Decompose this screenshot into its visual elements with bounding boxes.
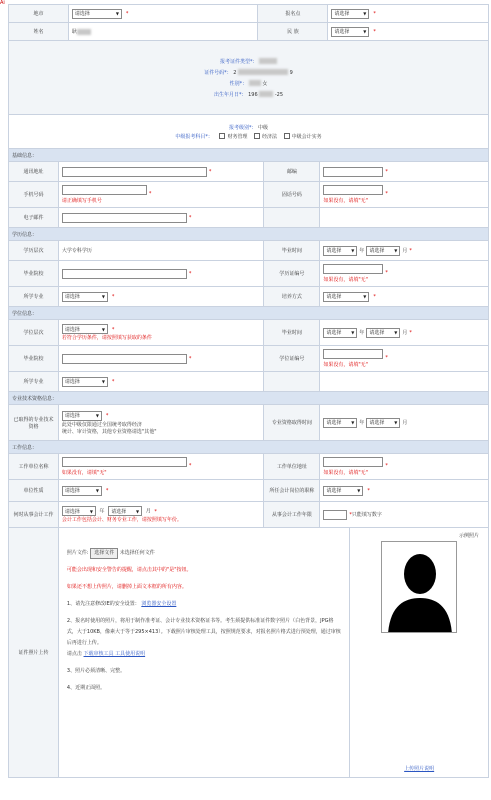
sample-photo-panel (350, 528, 489, 778)
address-label: 通讯地址 (9, 162, 59, 182)
clear-warning: 如果还不想上传照片，请删掉上面文本框的所有内容。 (66, 584, 187, 590)
unit-nature-select[interactable]: 请选择 ▼ (62, 486, 102, 496)
postcode-input[interactable] (323, 167, 383, 177)
choose-file-button[interactable]: 选择文件 (90, 548, 118, 559)
birth-suffix: -25 (274, 91, 283, 98)
name-label: 姓名 (9, 23, 69, 41)
edu-major-select[interactable]: 请选择 ▼ (62, 292, 108, 302)
edu-cert-hint: 如果没有，请填"无" (323, 277, 368, 283)
silhouette-icon (382, 542, 457, 633)
work-start-label: 何时从事会计工作 (9, 502, 59, 528)
phone-label: 固话号码 (264, 182, 320, 208)
phone-input[interactable] (323, 185, 383, 195)
sample-photo-title: 示例照片 (458, 533, 479, 539)
work-start-year-select[interactable]: 请选择 ▼ (62, 506, 96, 516)
position-title-label: 所任会计岗位的职称 (264, 480, 320, 502)
edu-study-mode-select[interactable]: 请选择 ▼ (323, 292, 369, 302)
birth-redacted (259, 91, 273, 97)
work-years-label: 从事会计工作年限 (264, 502, 320, 528)
email-input[interactable] (62, 213, 187, 223)
qualification-year-select[interactable]: 请选择 ▼ (323, 418, 357, 428)
degree-level-label: 学位层次 (9, 320, 59, 346)
degree-grad-time-label: 毕业时间 (264, 320, 320, 346)
ethnicity-select[interactable]: 请选择 ▼ (331, 27, 369, 37)
subject-checkbox-3[interactable] (284, 133, 290, 139)
mobile-label: 手机号码 (9, 182, 59, 208)
unit-nature-label: 单位性质 (9, 480, 59, 502)
id-number-redacted (238, 69, 288, 75)
work-years-hint: 只能填写数字 (351, 512, 382, 518)
edu-school-label: 毕业院校 (9, 261, 59, 287)
edu-level-label: 学历层次 (9, 241, 59, 261)
registration-point-select[interactable]: 请选择 ▼ (331, 9, 369, 19)
degree-cert-hint: 如果没有，请填"无" (323, 362, 368, 368)
work-years-input[interactable] (323, 510, 347, 520)
gender-redacted (249, 80, 261, 86)
employer-hint: 如果没有，请填"无" (61, 470, 107, 476)
region-select[interactable]: 请选择 ▼ (72, 9, 122, 19)
edu-study-mode-label: 培养方式 (264, 287, 320, 307)
browser-security-link[interactable]: 浏览器安全设置 (141, 601, 177, 607)
photo-upload-label: 证件照片上传 (9, 528, 59, 778)
corner-mark: Ai (0, 0, 5, 6)
work-section-title: 工作信息： (9, 441, 489, 454)
edu-grad-month-select[interactable]: 请选择 ▼ (366, 246, 400, 256)
step3-text: 3、照片必须清晰、完整。 (66, 668, 126, 674)
edu-school-input[interactable] (62, 269, 187, 279)
id-type-label: 报考证件类型*： (219, 58, 258, 65)
qualification-hint-1: 此处中级仅限通过全国统考取得经济 (61, 421, 142, 428)
work-address-hint: 如果没有，请填"无" (323, 470, 368, 476)
subject-checkbox-2[interactable] (254, 133, 260, 139)
registration-form: 地市 请选择 ▼ * 报名点 请选择 ▼ * 姓名 耿 民 族 请选择 ▼ * 报考证件类型*： 证件号码*： 2 9 性别*： 女 出生年月日*： 196 -25 报考级别*： 中级 中级报考科目*： 财务管理 经济法 中级会计实务 基础信息： 通讯地址 * 邮编 * 手机号码 * 请正确填写手机号 固话号码 * 如果没有，请填"无" 电子邮件 * 学历信息： 学历层次 大学专科学历 毕业时间 请选择 ▼ 年 请选择 ▼ 月 * 毕业院校 * 学历证编号 * 如果没有，请填"无" 所学专业 请选择 ▼ * 培养方式 请选择 ▼ * 学位信息： 学位层次 请选择 ▼ * 若符合学历条件，请按照填写获取的条件 毕业时间 请选择 ▼ 年 请选择 ▼ 月 * 毕业院校 * 学位证编号 * 如果没有，请填"无" 所学专业 请选择 ▼ * 专业技术资格信息： 已取得的专业技术资格 请选择 ▼ * 此处中级仅限通过全国统考取得经济 统计、审计资格，其他专业资格请选"其他" 专业资格取得时间 请选择 ▼ 年 请选择 ▼ 月 工作信息： 工作单位名称 * 如果没有，请填"无" 工作单位地址 * 如果没有，请填"无" 单位性质 请选择 ▼ * 所任会计岗位的职称 请选择 ▼ * 何时从事会计工作 请选择 ▼ 年 请选择 ▼ 月 * 会计工作包括会计、财务专业工作，请按照填写年份。 从事会计工作年限 * 只能填写数字 证件照片上传 照片文件: 选择文件 未选择任何文件 可能会出现和安全警告的提醒，请点击其中的"是"按钮。 如果还不想上传照片，请删掉上面文本框的所有内容。 1、请先注意修改IE的安全设置： 浏览器安全设置 2、报名时使用的照片，将用于制作准考证、会计专业技术资格证书等。考生须提供标准证件数字照片（白色背景，JPG格式，大于10KB，像素大于等于295×413）。下载照片审核处理工具，按照规范要求，对报名照片格式进行预处理，通过审核后再进行上传。 请点击 下载审核工具 工具使用说明 3、照片必须清晰、完整。 4、近期正面照。 示例照片 上传照片说明 (8, 4, 489, 778)
mobile-input[interactable] (62, 185, 147, 195)
edu-cert-label: 学历证编号 (264, 261, 320, 287)
level-label: 报名点 (258, 5, 328, 23)
download-tool-link[interactable]: 下载审核工具 工具使用说明 (83, 651, 146, 657)
work-start-month-select[interactable]: 请选择 ▼ (108, 506, 142, 516)
degree-major-select[interactable]: 请选择 ▼ (62, 377, 108, 387)
photo-help-link[interactable]: 上传照片说明 (404, 766, 435, 772)
exam-subjects-label: 中级报考科目*： (175, 133, 213, 140)
edu-cert-input[interactable] (323, 264, 383, 274)
degree-school-input[interactable] (62, 354, 187, 364)
education-section-title: 学历信息： (9, 228, 489, 241)
name-redacted (77, 29, 91, 35)
position-title-select[interactable]: 请选择 ▼ (323, 486, 363, 496)
employer-input[interactable] (62, 457, 187, 467)
address-input[interactable] (62, 167, 207, 177)
edu-level-value: 大学专科学历 (61, 248, 92, 254)
subject-label-1: 财务管理 (227, 133, 248, 140)
degree-grad-month-select[interactable]: 请选择 ▼ (366, 328, 400, 338)
name-value: 耿 (71, 29, 77, 35)
degree-school-label: 毕业院校 (9, 346, 59, 372)
birth-value: 196 (248, 91, 258, 98)
subject-checkbox-1[interactable] (219, 133, 225, 139)
qualification-type-select[interactable]: 请选择 ▼ (62, 411, 102, 421)
qualification-section-title: 专业技术资格信息： (9, 392, 489, 405)
subject-label-3: 中级会计实务 (291, 133, 322, 140)
step1-text: 1、请先注意修改IE的安全设置： (66, 601, 140, 607)
region-label: 地市 (9, 5, 69, 23)
ethnicity-label: 民 族 (258, 23, 328, 41)
degree-level-hint: 若符合学历条件，请按照填写获取的条件 (61, 335, 152, 341)
phone-hint: 如果没有，请填"无" (323, 198, 368, 204)
work-address-label: 工作单位地址 (264, 454, 320, 480)
security-warning: 可能会出现和安全警告的提醒，请点击其中的"是"按钮。 (66, 567, 192, 573)
photo-upload-panel (59, 528, 350, 778)
degree-cert-label: 学位证编号 (264, 346, 320, 372)
gender-value: 女 (262, 80, 268, 87)
exam-level-label: 报考级别*： (228, 124, 257, 131)
qualification-type-label: 已取得的专业技术资格 (9, 405, 59, 441)
file-label: 照片文件: (66, 550, 89, 556)
postcode-label: 邮编 (264, 162, 320, 182)
degree-section-title: 学位信息： (9, 307, 489, 320)
step4-text: 4、近期正面照。 (66, 685, 106, 691)
step2-text: 2、报名时使用的照片，将用于制作准考证、会计专业技术资格证书等。考生须提供标准证件数字照片（白色背景，JPG格式，大于10KB，像素大于等于295×413）。下载照片审核处理工具，按照规范要求，对报名照片格式进行预处理，通过审核后再进行上传。 (66, 618, 341, 646)
email-label: 电子邮件 (9, 208, 59, 228)
degree-major-label: 所学专业 (9, 372, 59, 392)
id-number-label: 证件号码*： (204, 69, 232, 76)
step2-prefix: 请点击 (66, 651, 82, 657)
qualification-month-select[interactable]: 请选择 ▼ (366, 418, 400, 428)
qualification-hint-2: 统计、审计资格，其他专业资格请选"其他" (61, 428, 157, 435)
exam-block (9, 115, 489, 149)
id-number-prefix: 2 (233, 69, 237, 76)
gender-label: 性别*： (229, 80, 248, 87)
degree-cert-input[interactable] (323, 349, 383, 359)
qualification-time-label: 专业资格取得时间 (264, 405, 320, 441)
edu-grad-time-label: 毕业时间 (264, 241, 320, 261)
sample-photo-frame (381, 541, 457, 633)
edu-grad-year-select[interactable]: 请选择 ▼ (323, 246, 357, 256)
work-address-input[interactable] (323, 457, 383, 467)
id-number-suffix: 9 (289, 69, 293, 76)
degree-level-select[interactable]: 请选择 ▼ (62, 324, 108, 334)
file-status: 未选择任何文件 (119, 550, 155, 556)
mobile-hint: 请正确填写手机号 (61, 198, 102, 204)
basic-section-title: 基础信息： (9, 149, 489, 162)
birth-label: 出生年月日*： (213, 91, 247, 98)
id-type-redacted (259, 58, 277, 64)
degree-grad-year-select[interactable]: 请选择 ▼ (323, 328, 357, 338)
edu-major-label: 所学专业 (9, 287, 59, 307)
exam-level-value: 中级 (258, 124, 269, 131)
employer-label: 工作单位名称 (9, 454, 59, 480)
identity-block (9, 41, 489, 115)
work-start-hint: 会计工作包括会计、财务专业工作，请按照填写年份。 (61, 517, 182, 523)
subject-label-2: 经济法 (262, 133, 278, 140)
